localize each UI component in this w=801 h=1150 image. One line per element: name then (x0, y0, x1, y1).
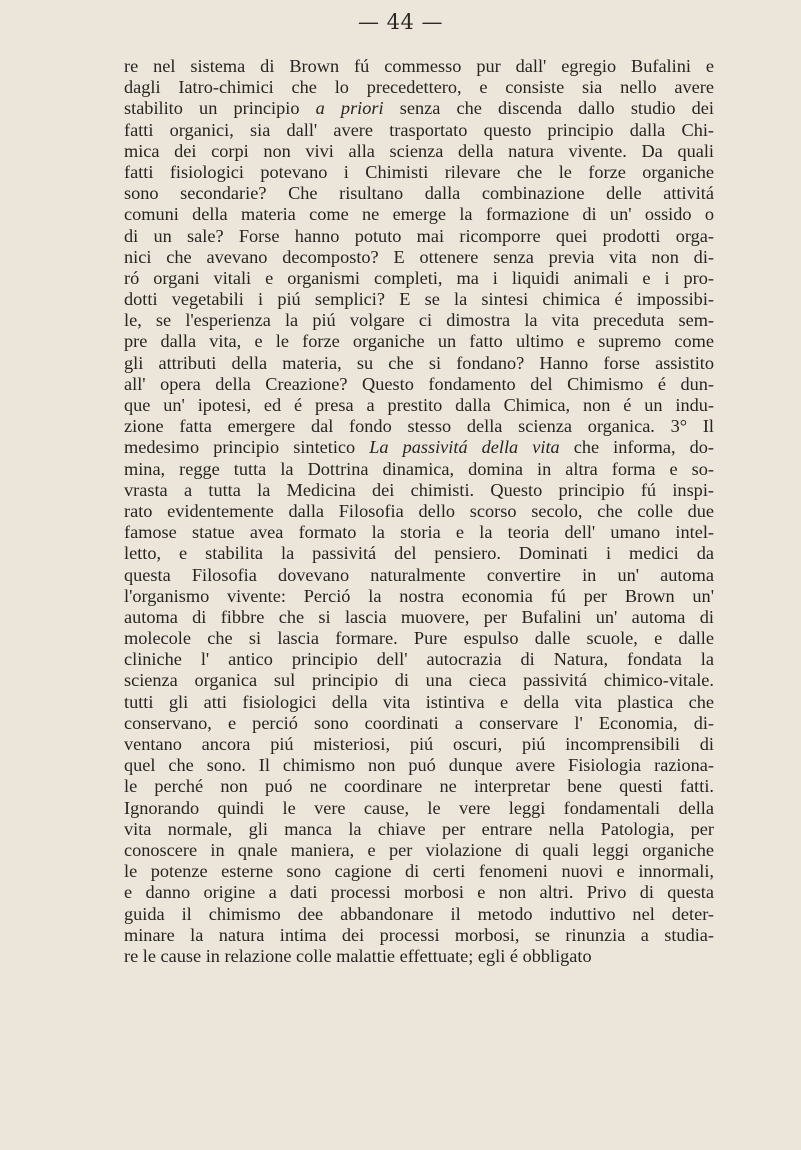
text-line: guida il chimismo dee abbandonare il metodo induttivo nel deter- (124, 903, 714, 924)
text-line: vrasta a tutta la Medicina dei chimisti. Questo principio fú inspi- (124, 479, 714, 500)
italic-phrase: a priori (315, 98, 384, 119)
body-text (124, 56, 714, 967)
text-line: automa di fibbre che si lascia muovere, per Bufalini un' automa di (124, 606, 714, 627)
text-line: stabilito un principio a priori senza che discenda dallo studio dei (124, 98, 714, 119)
text-line: le potenze esterne sono cagione di certi fenomeni nuovi e innormali, (124, 861, 714, 882)
text-line: le, se l'esperienza la piú volgare ci dimostra la vita preceduta sem- (124, 310, 714, 331)
text-line: all' opera della Creazione? Questo fondamento del Chimismo é dun- (124, 373, 714, 394)
text-line: comuni della materia come ne emerge la formazione di un' ossido o (124, 204, 714, 225)
text-line: minare la natura intima dei processi morbosi, se rinunzia a studia- (124, 924, 714, 945)
text-line: vita normale, gli manca la chiave per entrare nella Patologia, per (124, 818, 714, 839)
text-line: Ignorando quindi le vere cause, le vere leggi fondamentali della (124, 797, 714, 818)
text-line: re le cause in relazione colle malattie effettuate; egli é obbligato (124, 945, 592, 966)
text-line: fatti organici, sia dall' avere trasportato questo principio dalla Chi- (124, 119, 714, 140)
text-line: pre dalla vita, e le forze organiche un fatto ultimo e supremo come (124, 331, 714, 352)
text-line: mica dei corpi non vivi alla scienza della natura vivente. Da quali (124, 140, 714, 161)
text-line: e danno origine a dati processi morbosi e non altri. Privo di questa (124, 882, 714, 903)
text-line: medesimo principio sintetico La passivitá della vita che informa, do- (124, 437, 714, 458)
text-line: nici che avevano decomposto? E ottenere senza previa vita non di- (124, 246, 714, 267)
text-line: molecole che si lascia formare. Pure espulso dalle scuole, e dalle (124, 628, 714, 649)
text-line: ró organi vitali e organismi completi, ma i liquidi animali e i pro- (124, 267, 714, 288)
text-line: famose statue avea formato la storia e la teoria dell' umano intel- (124, 522, 714, 543)
italic-phrase: La passivitá della vita (369, 437, 560, 458)
text-line: tutti gli atti fisiologici della vita istintiva e della vita plastica che (124, 691, 714, 712)
text-line: cliniche l' antico principio dell' autocrazia di Natura, fondata la (124, 649, 714, 670)
text-line: sono secondarie? Che risultano dalla combinazione delle attivitá (124, 183, 714, 204)
text-line: que un' ipotesi, ed é presa a prestito dalla Chimica, non é un indu- (124, 395, 714, 415)
text-line: zione fatta emergere dal fondo stesso della scienza organica. 3° Il (124, 416, 714, 437)
page-number: — 44 — (357, 10, 444, 34)
text-line: quel che sono. Il chimismo non puó dunque avere Fisiologia raziona- (124, 755, 714, 776)
text-line: letto, e stabilita la passivitá del pensiero. Dominati i medici da (124, 543, 714, 564)
text-line: ventano ancora piú misteriosi, piú oscuri, piú incomprensibili di (124, 734, 714, 754)
text-line: di un sale? Forse hanno potuto mai ricomporre quei prodotti orga- (124, 225, 714, 246)
text-line: gli attributi della materia, su che si fondano? Hanno forse assistito (124, 352, 714, 373)
text-line: rato evidentemente dalla Filosofia dello scorso secolo, che colle due (124, 500, 714, 521)
text-line: mina, regge tutta la Dottrina dinamica, domina in altra forma e so- (124, 458, 714, 479)
text-line: questa Filosofia dovevano naturalmente convertire in un' automa (124, 564, 714, 585)
text-line: dagli Iatro-chimici che lo precedettero, e consiste sia nello avere (124, 77, 714, 98)
text-line: le perché non puó ne coordinare ne interpretar bene questi fatti. (124, 776, 714, 797)
text-line: fatti fisiologici potevano i Chimisti rilevare che le forze organiche (124, 161, 714, 182)
text-line: conservano, e perció sono coordinati a conservare l' Economia, di- (124, 712, 714, 733)
text-line: re nel sistema di Brown fú commesso pur dall' egregio Bufalini e (124, 56, 714, 76)
text-line: l'organismo vivente: Perció la nostra economia fú per Brown un' (124, 585, 714, 606)
text-line: scienza organica sul principio di una cieca passivitá chimico-vitale. (124, 670, 714, 691)
text-line: conoscere in qnale maniera, e per violazione di quali leggi organiche (124, 839, 714, 860)
text-line: dotti vegetabili i piú semplici? E se la sintesi chimica é impossibi- (124, 289, 714, 310)
